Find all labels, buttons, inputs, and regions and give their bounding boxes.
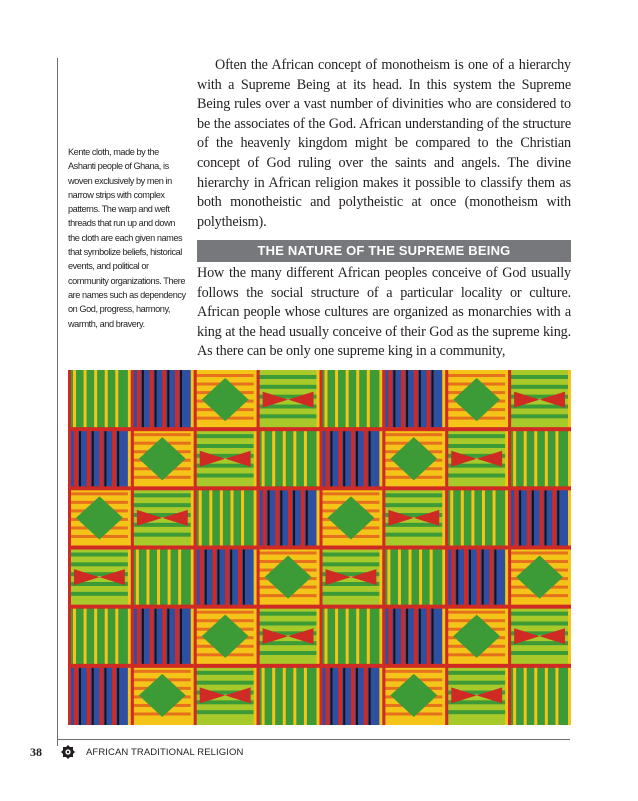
image-caption: Kente cloth, made by the Ashanti people of Ghana, is woven exclusively by men in narrow strips with complex patterns. The warp and weft threads that run up and down the cloth are each given names that symbolize beliefs, historical events, and political or community organizations. There are names such as dependency on God, progress, harmony, warmth, and bravery. [68,147,186,329]
running-head: AFRICAN TRADITIONAL RELIGION [86,746,244,758]
page-footer [30,742,243,762]
section-heading: THE NATURE OF THE SUPREME BEING [197,240,571,262]
intro-paragraph: Often the African concept of monotheism is one of a hierarchy with a Supreme Being at its head. In this system the Supreme Being rules over a vast number of divinities who are considered to be the associates of the God. African understanding of the structure of the heavenly kingdom might be compared to the Christian concept of God ruling over the saints and angels. The divine hierarchy in African religion makes it possible to classify them as both monotheistic and polytheistic at once (monotheism with polytheism). [197,57,571,230]
footer-rule [57,739,570,740]
kente-cloth-image [68,370,571,725]
adinkra-symbol-icon [60,744,76,760]
left-margin-rule [57,58,58,746]
section-paragraph: How the many different African peoples conceive of God usually follows the social structure of a particular locality or culture. African people whose cultures are organized as monarchies with a king at the head usually conceive of their God as the supreme king. As there can be only one supreme king in a community, [197,265,571,360]
page-number: 38 [30,744,42,759]
kente-cloth-pattern [68,370,571,725]
